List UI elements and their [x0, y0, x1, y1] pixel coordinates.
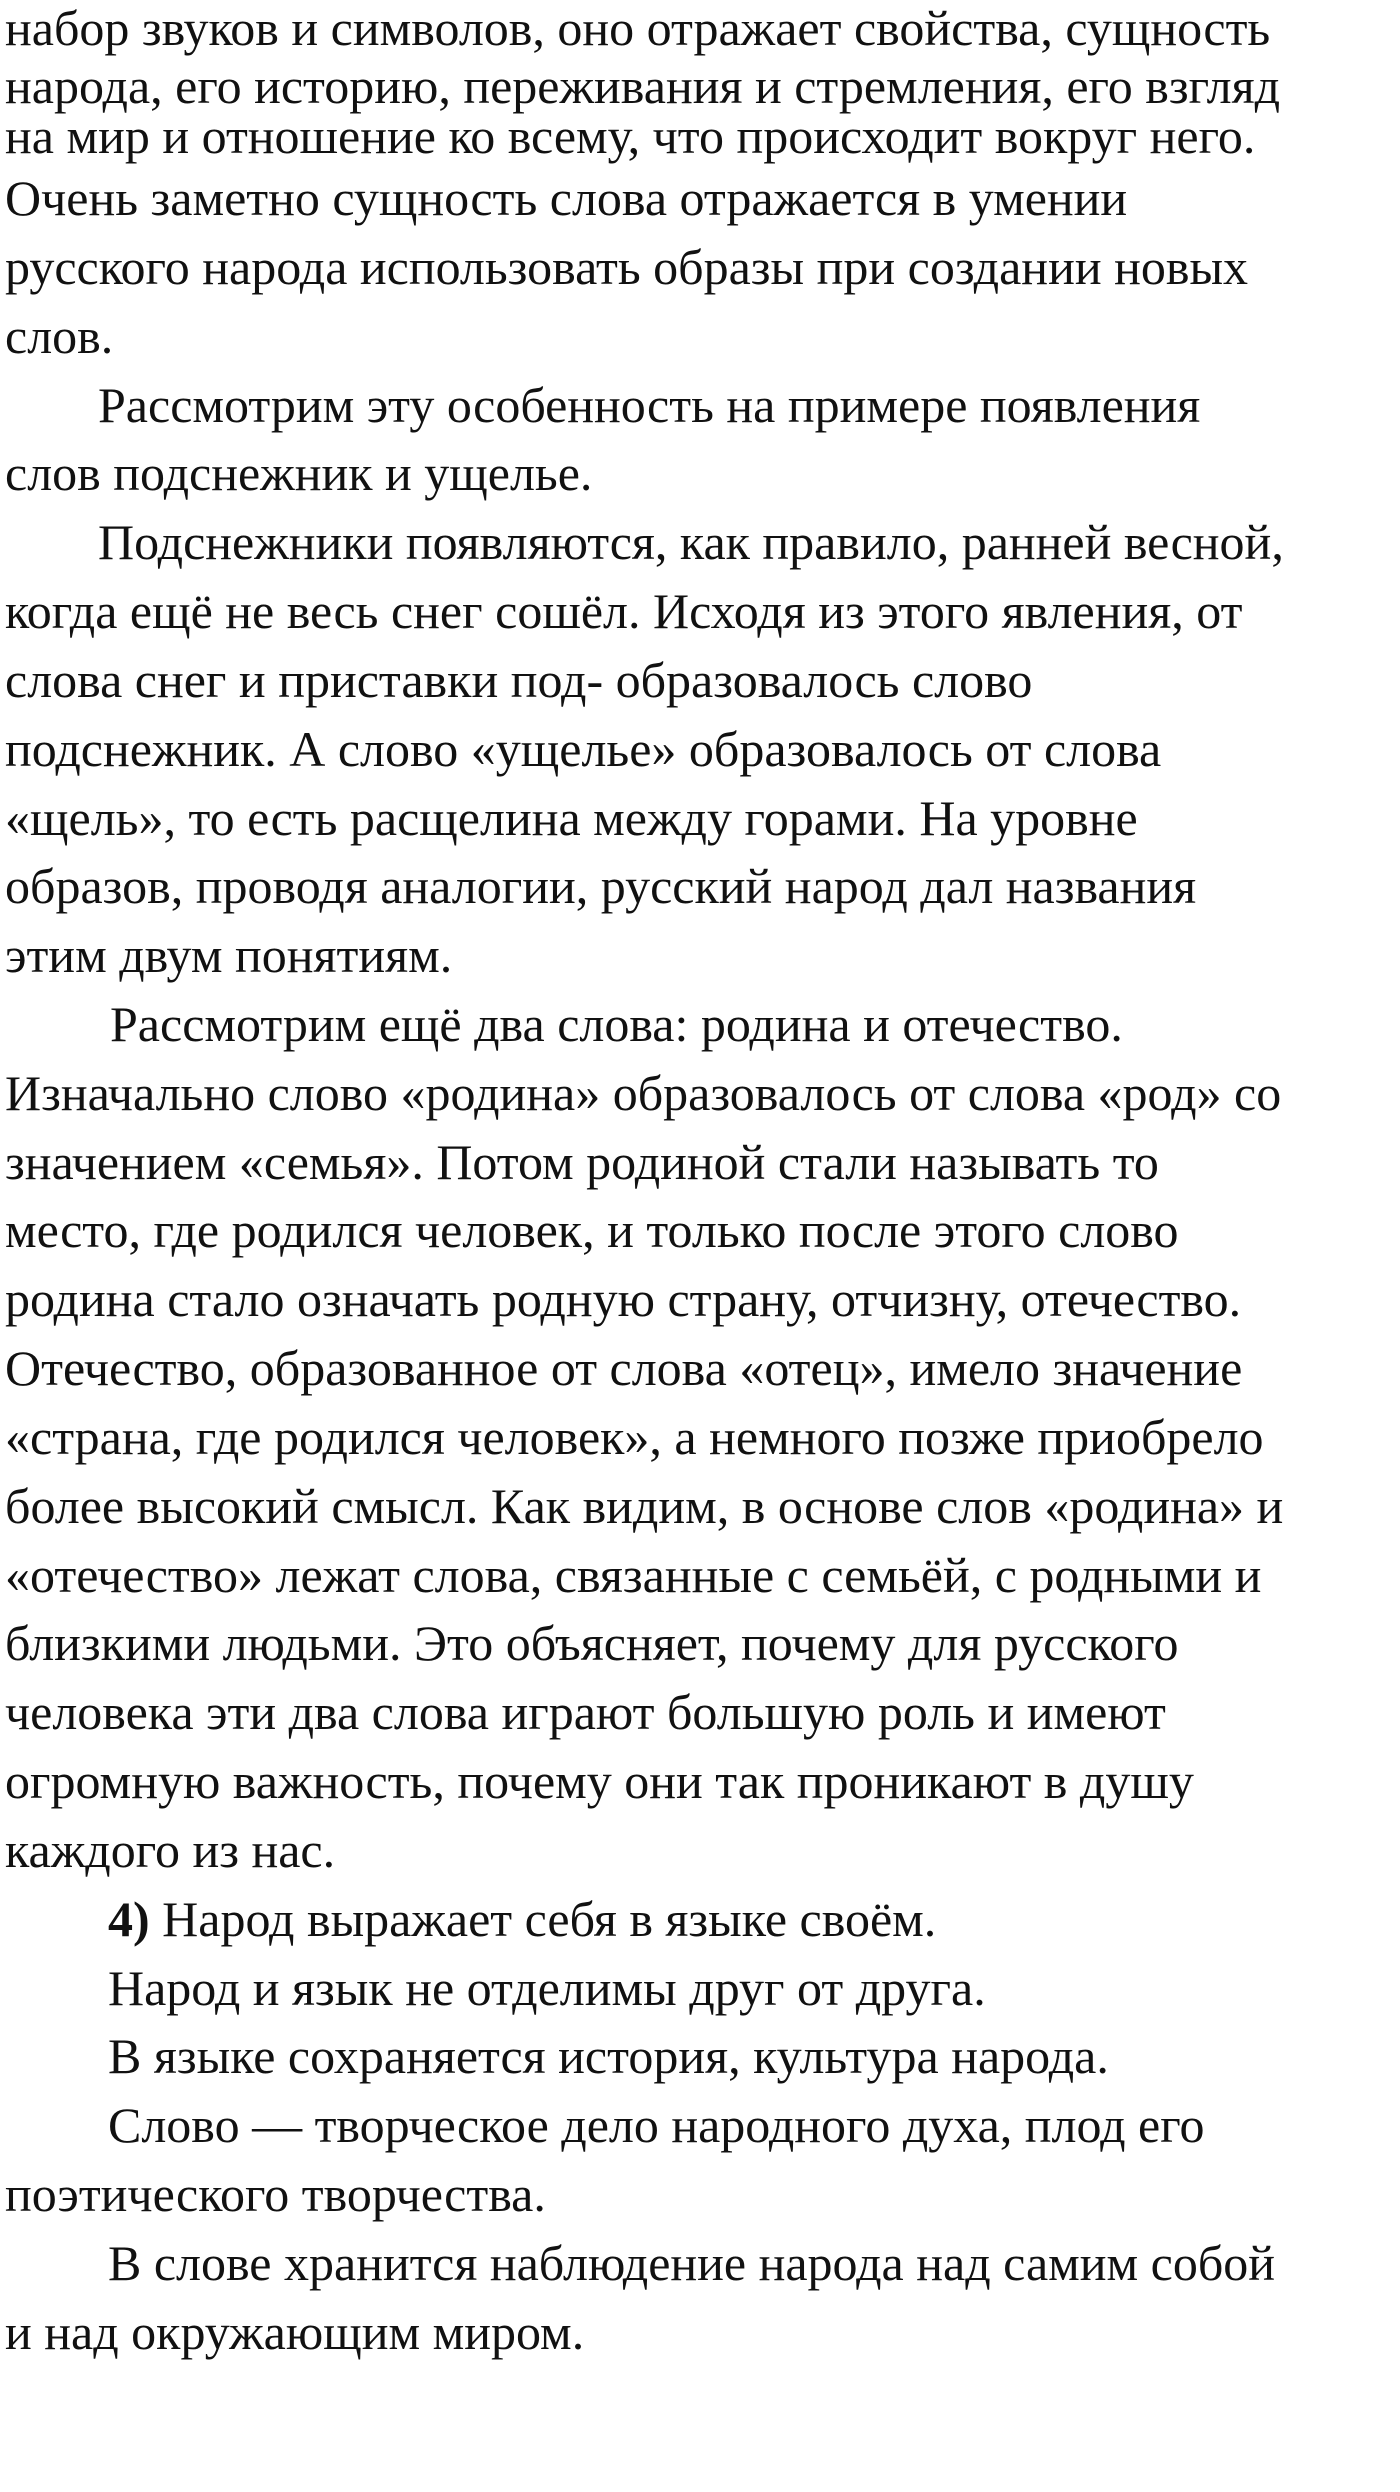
text-line: русского народа использовать образы при создании новых	[5, 239, 1249, 295]
paragraph-start: Подснежники появляются, как правило, ранней весной,	[98, 514, 1284, 570]
text-line: каждого из нас.	[5, 1822, 336, 1878]
text-line: «страна, где родился человек», а немного позже приобрело	[5, 1409, 1264, 1465]
paragraph-start: Рассмотрим ещё два слова: родина и отечество.	[110, 996, 1123, 1052]
text-line: когда ещё не весь снег сошёл. Исходя из этого явления, от	[5, 583, 1243, 639]
paragraph-start: В слове хранится наблюдение народа над самим собой	[108, 2235, 1276, 2291]
paragraph-start: Рассмотрим эту особенность на примере появления	[98, 377, 1201, 433]
paragraph-start: Народ и язык не отделимы друг от друга.	[108, 1960, 986, 2016]
text-line: «отечество» лежат слова, связанные с семьёй, с родными и	[5, 1547, 1262, 1603]
text-line: Очень заметно сущность слова отражается в умении	[5, 170, 1128, 226]
text-line: образов, проводя аналогии, русский народ дал названия	[5, 858, 1197, 914]
text-line: на мир и отношение ко всему, что происходит вокруг него.	[5, 108, 1256, 164]
text-line: слов.	[5, 308, 114, 364]
paragraph-start: В языке сохраняется история, культура народа.	[108, 2028, 1109, 2084]
text-line: родина стало означать родную страну, отчизну, отечество.	[5, 1271, 1242, 1327]
text-line: близкими людьми. Это объясняет, почему для русского	[5, 1615, 1179, 1671]
numbered-point	[108, 1889, 936, 1949]
text-line: Изначально слово «родина» образовалось от слова «род» со	[5, 1065, 1282, 1121]
text-line: более высокий смысл. Как видим, в основе слов «родина» и	[5, 1478, 1284, 1534]
point-text: Народ выражает себя в языке своём.	[149, 1891, 937, 1947]
text-line: поэтического творчества.	[5, 2166, 546, 2222]
paragraph-start: Слово — творческое дело народного духа, плод его	[108, 2097, 1205, 2153]
text-line: место, где родился человек, и только после этого слово	[5, 1202, 1179, 1258]
text-line: слова снег и приставки под- образовалось слово	[5, 652, 1033, 708]
text-line: этим двум понятиям.	[5, 927, 453, 983]
text-line: значением «семья». Потом родиной стали называть то	[5, 1134, 1159, 1190]
text-line: слов подснежник и ущелье.	[5, 445, 593, 501]
text-line: огромную важность, почему они так проникают в душу	[5, 1753, 1194, 1809]
text-line: «щель», то есть расщелина между горами. На уровне	[5, 790, 1138, 846]
text-line: подснежник. А слово «ущелье» образовалось от слова	[5, 721, 1162, 777]
point-number: 4)	[108, 1891, 150, 1947]
text-line: человека эти два слова играют большую роль и имеют	[5, 1684, 1166, 1740]
text-line: и над окружающим миром.	[5, 2304, 585, 2360]
text-line: народа, его историю, переживания и стремления, его взгляд	[5, 58, 1281, 114]
text-line: набор звуков и символов, оно отражает свойства, сущность	[5, 0, 1271, 56]
text-line: Отечество, образованное от слова «отец», имело значение	[5, 1340, 1243, 1396]
